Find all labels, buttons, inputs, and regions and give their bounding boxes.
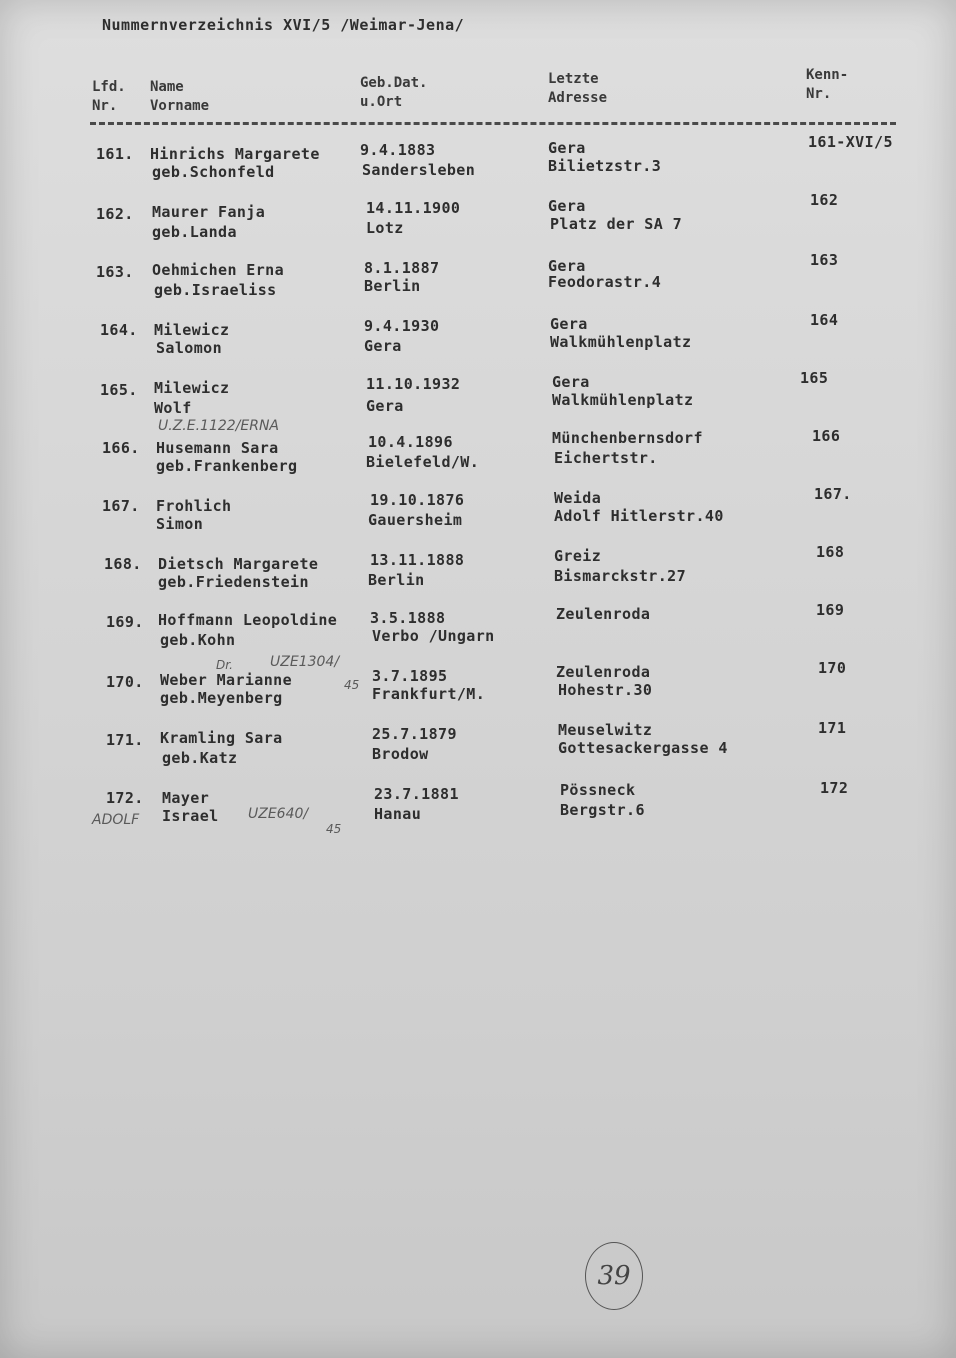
- row-place: Lotz: [366, 219, 404, 237]
- row-kenn: 172: [820, 779, 849, 797]
- row-number: 171.: [106, 731, 144, 749]
- row-date: 8.1.1887: [364, 259, 440, 277]
- row-date: 9.4.1883: [360, 141, 436, 159]
- row-place: Sandersleben: [362, 161, 476, 179]
- row-addr2: Walkmühlenplatz: [550, 333, 692, 351]
- row-addr2: Hohestr.30: [558, 681, 653, 699]
- row-place: Gera: [366, 397, 404, 415]
- row-number: 162.: [96, 205, 134, 223]
- row-date: 3.5.1888: [370, 609, 446, 627]
- row-place: Berlin: [364, 277, 421, 295]
- row-addr1: Gera: [548, 139, 586, 157]
- row-name2: geb.Frankenberg: [156, 457, 298, 475]
- row-name: Milewicz: [154, 379, 230, 397]
- row-date: 10.4.1896: [368, 433, 453, 451]
- row-name2: geb.Schonfeld: [152, 163, 275, 181]
- row-place: Gauersheim: [368, 511, 463, 529]
- header-divider: [90, 122, 896, 125]
- row-addr1: Gera: [552, 373, 590, 391]
- row-addr2: Platz der SA 7: [550, 215, 683, 233]
- row-kenn: 162: [810, 191, 839, 209]
- row-addr1: Gera: [548, 197, 586, 215]
- handwritten-note-170: UZE1304/: [270, 654, 340, 670]
- row-name2: geb.Katz: [162, 749, 238, 767]
- handwritten-note-170-45: 45: [344, 678, 360, 692]
- row-number: 163.: [96, 263, 134, 281]
- row-date: 25.7.1879: [372, 725, 457, 743]
- table-row: [0, 191, 956, 248]
- row-addr1: Zeulenroda: [556, 605, 651, 623]
- row-addr2: Bismarckstr.27: [554, 567, 687, 585]
- row-number: 169.: [106, 613, 144, 631]
- handwritten-note-170-dr: Dr.: [216, 658, 233, 672]
- row-name: Milewicz: [154, 321, 230, 339]
- row-number: 170.: [106, 673, 144, 691]
- row-kenn: 167.: [814, 485, 852, 503]
- row-number: 166.: [102, 439, 140, 457]
- table-row: [0, 311, 956, 368]
- row-name2: geb.Kohn: [160, 631, 236, 649]
- document-title: Nummernverzeichnis XVI/5 /Weimar-Jena/: [102, 16, 465, 34]
- table-row: [0, 779, 956, 834]
- row-name2: Israel: [162, 807, 219, 825]
- row-date: 9.4.1930: [364, 317, 440, 335]
- row-place: Bielefeld/W.: [366, 453, 480, 471]
- page-number: 39: [585, 1242, 643, 1310]
- row-place: Verbo /Ungarn: [372, 627, 495, 645]
- handwritten-note-166: U.Z.E.1122/ERNA: [158, 418, 280, 434]
- row-addr1: Münchenbernsdorf: [552, 429, 703, 447]
- row-kenn: 164: [810, 311, 839, 329]
- row-addr1: Gera: [548, 257, 586, 275]
- row-addr1: Greiz: [554, 547, 602, 565]
- row-name2: Salomon: [156, 339, 223, 357]
- row-name2: Wolf: [154, 399, 192, 417]
- table-row: [0, 485, 956, 542]
- row-name2: geb.Israeliss: [154, 281, 277, 299]
- row-addr2: Walkmühlenplatz: [552, 391, 694, 409]
- row-addr2: Gottesackergasse 4: [558, 739, 728, 757]
- row-name: Kramling Sara: [160, 729, 283, 747]
- row-date: 11.10.1932: [366, 375, 461, 393]
- row-addr1: Meuselwitz: [558, 721, 653, 739]
- row-place: Frankfurt/M.: [372, 685, 486, 703]
- header-name: Name Vorname: [150, 79, 210, 114]
- handwritten-note-172-45: 45: [326, 822, 342, 836]
- row-kenn: 171: [818, 719, 847, 737]
- table-row: [0, 543, 956, 600]
- table-row: [0, 133, 956, 188]
- row-name: Hinrichs Margarete: [150, 145, 320, 163]
- table-row: [0, 427, 956, 484]
- row-name: Dietsch Margarete: [158, 555, 319, 573]
- row-number: 168.: [104, 555, 142, 573]
- row-kenn: 165: [800, 369, 829, 387]
- row-date: 13.11.1888: [370, 551, 465, 569]
- row-name: Husemann Sara: [156, 439, 279, 457]
- row-name: Oehmichen Erna: [152, 261, 285, 279]
- row-kenn: 169: [816, 601, 845, 619]
- row-kenn: 168: [816, 543, 845, 561]
- row-name2: geb.Landa: [152, 223, 237, 241]
- handwritten-note-172: UZE640/: [248, 806, 309, 822]
- row-place: Brodow: [372, 745, 429, 763]
- header-nr: Lfd. Nr.: [92, 79, 126, 114]
- row-kenn: 170: [818, 659, 847, 677]
- row-place: Gera: [364, 337, 402, 355]
- row-addr2: Feodorastr.4: [548, 273, 662, 291]
- row-date: 14.11.1900: [366, 199, 461, 217]
- header-geb: Geb.Dat. u.Ort: [360, 75, 428, 110]
- row-name: Maurer Fanja: [152, 203, 266, 221]
- table-row: [0, 369, 956, 426]
- row-kenn: 161-XVI/5: [808, 133, 893, 151]
- row-addr2: Adolf Hitlerstr.40: [554, 507, 724, 525]
- row-number: 165.: [100, 381, 138, 399]
- row-addr2: Bilietzstr.3: [548, 157, 662, 175]
- row-addr1: Gera: [550, 315, 588, 333]
- row-date: 23.7.1881: [374, 785, 459, 803]
- row-number: 172.: [106, 789, 144, 807]
- row-name2: geb.Meyenberg: [160, 689, 283, 707]
- row-date: 3.7.1895: [372, 667, 448, 685]
- row-name: Hoffmann Leopoldine: [158, 611, 338, 629]
- row-name2: geb.Friedenstein: [158, 573, 309, 591]
- row-addr1: Weida: [554, 489, 602, 507]
- row-name: Mayer: [162, 789, 210, 807]
- row-addr1: Zeulenroda: [556, 663, 651, 681]
- header-adresse: Letzte Adresse: [548, 71, 608, 106]
- row-date: 19.10.1876: [370, 491, 465, 509]
- row-addr2: Eichertstr.: [554, 449, 658, 467]
- row-kenn: 166: [812, 427, 841, 445]
- table-row: [0, 601, 956, 658]
- row-number: 167.: [102, 497, 140, 515]
- row-name: Frohlich: [156, 497, 232, 515]
- header-kenn: Kenn- Nr.: [806, 67, 849, 102]
- table-row: [0, 251, 956, 308]
- row-number: 161.: [96, 145, 134, 163]
- row-kenn: 163: [810, 251, 839, 269]
- row-addr2: Bergstr.6: [560, 801, 645, 819]
- row-name: Weber Marianne: [160, 671, 293, 689]
- row-place: Hanau: [374, 805, 422, 823]
- row-place: Berlin: [368, 571, 425, 589]
- row-addr1: Pössneck: [560, 781, 636, 799]
- row-number: 164.: [100, 321, 138, 339]
- table-row: [0, 719, 956, 774]
- row-name2: Simon: [156, 515, 204, 533]
- handwritten-note-172-adolf: ADOLF: [92, 812, 140, 828]
